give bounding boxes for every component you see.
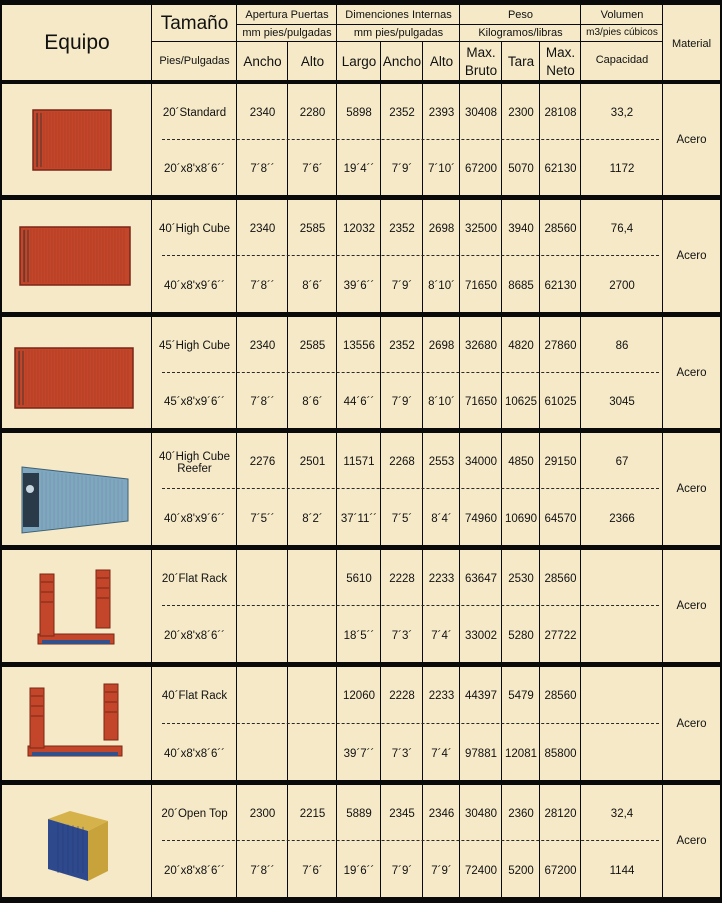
apertura-sub-header: mm pies/pulgadas: [242, 27, 332, 39]
row-2-largo-cell: [337, 317, 380, 428]
row-0-tara-top: 2300: [508, 107, 534, 119]
row-2-max-bruto-top: 32680: [465, 340, 497, 352]
row-2-largo-bottom: 44´6´´: [343, 396, 375, 408]
row-4-largo-cell: [337, 550, 380, 662]
row-3-ancho-cell: [381, 433, 422, 545]
row-0-size-bottom: 20´x8'x8´6´´: [164, 163, 225, 175]
row-1-largo-top: 12032: [343, 223, 375, 235]
row-3-max-bruto-bottom: 74960: [465, 513, 497, 525]
row-3-ancho-top: 2268: [389, 456, 415, 468]
row-2-size-bottom: 45´x8'x9´6´´: [164, 396, 225, 408]
row-3-max-neto-cell: [540, 433, 580, 545]
row-2-max-bruto-cell: [460, 317, 501, 428]
row-6-tara-bottom: 5200: [508, 865, 534, 877]
row-3-max-neto-top: 29150: [544, 456, 577, 468]
row-2-alto-bottom: 8´10´: [428, 396, 455, 408]
row-3-capacidad-top: 67: [615, 456, 629, 468]
row-3-divider: [162, 488, 659, 489]
row-5-max-neto-top: 28560: [544, 690, 577, 702]
row-0-max-bruto-cell: [460, 84, 501, 195]
material-header: Material: [671, 38, 712, 50]
row-5-size-cell: [152, 667, 236, 780]
row-3-alto-bottom: 8´4´: [431, 513, 452, 525]
col-maxbruto-header-2: Bruto: [464, 63, 498, 78]
row-4-size-cell: [152, 550, 236, 662]
row-6-max-bruto-cell: [460, 785, 501, 897]
row-2-alto-cell: [423, 317, 459, 428]
row-2-alto-top: 2698: [428, 340, 455, 352]
row-5-largo-top: 12060: [343, 690, 375, 702]
row-1-ancho-cell: [381, 200, 422, 312]
row-6-tara-cell: [502, 785, 539, 897]
row-1-ap-ancho-top: 2340: [249, 223, 276, 235]
row-2-max-neto-cell: [540, 317, 580, 428]
row-6-ap-ancho-top: 2300: [249, 808, 276, 820]
row-6-max-neto-cell: [540, 785, 580, 897]
row-3-size-cell: [152, 433, 236, 545]
row-3-alto-cell: [423, 433, 459, 545]
row-0-ap-alto-bottom: 7´6´: [302, 163, 323, 175]
row-0-largo-bottom: 19´4´´: [343, 163, 375, 175]
row-4-ancho-cell: [381, 550, 422, 662]
row-6-alto-bottom: 7´9´: [431, 865, 452, 877]
row-2-tara-cell: [502, 317, 539, 428]
col-maxneto-header-2: Neto: [546, 63, 575, 78]
row-6-ancho-top: 2345: [389, 808, 415, 820]
row-3-ancho-bottom: 7´5´: [391, 513, 413, 525]
row-4-material: Acero: [676, 600, 707, 612]
row-0-largo-top: 5898: [346, 107, 372, 119]
row-0-ancho-cell: [381, 84, 422, 195]
row-2-divider: [162, 372, 659, 373]
row-4-alto-top: 2233: [428, 573, 455, 585]
row-2-ancho-top: 2352: [389, 340, 415, 352]
row-3-tara-top: 4850: [508, 456, 534, 468]
tamano-sub-header: Pies/Pulgadas: [159, 55, 230, 67]
row-3-ap-ancho-top: 2276: [249, 456, 276, 468]
row-6-alto-top: 2346: [428, 808, 455, 820]
row-6-ap-ancho-bottom: 7´8´´: [250, 865, 275, 877]
row-1-max-neto-cell: [540, 200, 580, 312]
row-0-tara-bottom: 5070: [508, 163, 534, 175]
col-alto-int-header: Alto: [429, 54, 454, 69]
row-1-max-bruto-cell: [460, 200, 501, 312]
row-3-ap-ancho-cell: [237, 433, 287, 545]
row-2-ap-ancho-top: 2340: [249, 340, 276, 352]
row-4-alto-bottom: 7´4´: [431, 630, 452, 642]
row-2-ap-ancho-cell: [237, 317, 287, 428]
row-1-max-bruto-bottom: 71650: [465, 280, 497, 292]
row-5-max-bruto-bottom: 97881: [465, 748, 497, 760]
row-0-alto-cell: [423, 84, 459, 195]
row-5-ancho-bottom: 7´3´: [391, 748, 413, 760]
row-6-ap-alto-cell: [288, 785, 336, 897]
row-1-ancho-bottom: 7´9´: [391, 280, 413, 292]
dimensiones-header: Dimenciones Internas: [345, 9, 452, 21]
row-6-ap-alto-top: 2215: [299, 808, 326, 820]
row-1-size-top: 40´High Cube: [159, 223, 230, 235]
row-3-alto-top: 2553: [428, 456, 455, 468]
row-1-tara-top: 3940: [508, 223, 534, 235]
row-5-alto-bottom: 7´4´: [431, 748, 452, 760]
col-maxneto-header-1: Max.: [545, 45, 576, 60]
row-0-largo-cell: [337, 84, 380, 195]
row-1-largo-cell: [337, 200, 380, 312]
row-1-ap-alto-top: 2585: [299, 223, 326, 235]
dimensiones-sub-header: mm pies/pulgadas: [353, 27, 444, 39]
flat-rack-20-icon: [36, 568, 116, 652]
row-6-size-bottom: 20´x8'x8´6´´: [164, 865, 225, 877]
row-0-ap-ancho-bottom: 7´8´´: [250, 163, 275, 175]
row-5-size-top: 40´Flat Rack: [161, 690, 228, 702]
row-2-ap-alto-bottom: 8´6´: [302, 396, 323, 408]
col-maxbruto-header-1: Max.: [466, 45, 496, 60]
row-0-max-neto-bottom: 62130: [544, 163, 577, 175]
row-0-size-cell: [152, 84, 236, 195]
row-0-tara-cell: [502, 84, 539, 195]
row-0-max-neto-top: 28108: [544, 107, 577, 119]
row-5-largo-cell: [337, 667, 380, 780]
row-2-tara-top: 4820: [508, 340, 534, 352]
row-3-largo-cell: [337, 433, 380, 545]
row-4-max-bruto-cell: [460, 550, 501, 662]
row-1-largo-bottom: 39´6´´: [343, 280, 375, 292]
row-6-ap-ancho-cell: [237, 785, 287, 897]
row-4-ap-ancho-cell: [237, 550, 287, 662]
row-1-material: Acero: [676, 250, 707, 262]
row-1-divider: [162, 255, 659, 256]
row-4-largo-top: 5610: [346, 573, 372, 585]
row-2-size-top: 45´High Cube: [159, 340, 230, 352]
row-2-ap-alto-cell: [288, 317, 336, 428]
row-1-ap-ancho-bottom: 7´8´´: [250, 280, 275, 292]
row-4-tara-cell: [502, 550, 539, 662]
row-0-ap-alto-cell: [288, 84, 336, 195]
row-4-tara-top: 2530: [508, 573, 534, 585]
row-5-tara-cell: [502, 667, 539, 780]
row-3-largo-bottom: 37´11´´: [340, 513, 378, 525]
row-3-material: Acero: [676, 483, 707, 495]
row-5-tara-bottom: 12081: [505, 748, 537, 760]
row-5-max-bruto-top: 44397: [465, 690, 497, 702]
row-0-ancho-bottom: 7´9´: [391, 163, 413, 175]
row-3-tara-bottom: 10690: [505, 513, 537, 525]
row-3-size-bottom: 40´x8'x9´6´´: [164, 513, 225, 525]
row-3-max-bruto-top: 34000: [465, 456, 497, 468]
row-0-size-top: 20´Standard: [162, 107, 227, 119]
row-4-max-bruto-top: 63647: [465, 573, 497, 585]
row-1-alto-cell: [423, 200, 459, 312]
container-45-high-cube-icon: [14, 347, 134, 409]
container-20-standard-icon: [32, 109, 112, 171]
row-0-alto-bottom: 7´10´: [428, 163, 455, 175]
row-2-max-neto-bottom: 61025: [544, 396, 577, 408]
row-3-max-neto-bottom: 64570: [544, 513, 577, 525]
row-3-ap-alto-cell: [288, 433, 336, 545]
row-3-ap-ancho-bottom: 7´5´´: [250, 513, 275, 525]
col-alto-header: Alto: [300, 54, 325, 69]
row-4-max-neto-top: 28560: [544, 573, 577, 585]
row-5-largo-bottom: 39´7´´: [343, 748, 375, 760]
row-0-ap-alto-top: 2280: [299, 107, 326, 119]
col-capacidad-header: Capacidad: [595, 54, 649, 66]
row-1-tara-cell: [502, 200, 539, 312]
row-0-capacidad-cell: [581, 84, 662, 195]
row-0-divider: [162, 139, 659, 140]
col-tara-header: Tara: [507, 54, 535, 69]
row-1-capacidad-bottom: 2700: [609, 280, 635, 292]
row-0-max-bruto-top: 30408: [465, 107, 497, 119]
col-largo-header: Largo: [341, 54, 377, 69]
row-6-max-bruto-top: 30480: [465, 808, 497, 820]
row-6-alto-cell: [423, 785, 459, 897]
row-4-size-bottom: 20´x8'x8´6´´: [164, 630, 225, 642]
volumen-sub-header: m3/pies cúbicos: [586, 27, 658, 38]
apertura-header: Apertura Puertas: [245, 9, 329, 21]
row-6-capacidad-bottom: 1144: [609, 865, 635, 877]
row-6-capacidad-top: 32,4: [610, 808, 634, 820]
row-3-capacidad-bottom: 2366: [609, 513, 635, 525]
row-3-max-bruto-cell: [460, 433, 501, 545]
row-4-largo-bottom: 18´5´´: [343, 630, 375, 642]
row-4-tara-bottom: 5280: [508, 630, 534, 642]
row-5-ap-alto-cell: [288, 667, 336, 780]
tamano-header: Tamaño: [160, 13, 229, 34]
row-1-max-bruto-top: 32500: [465, 223, 497, 235]
row-5-max-neto-bottom: 85800: [544, 748, 577, 760]
row-5-max-neto-cell: [540, 667, 580, 780]
row-4-max-neto-cell: [540, 550, 580, 662]
row-0-ap-ancho-cell: [237, 84, 287, 195]
row-5-tara-top: 5479: [508, 690, 534, 702]
row-0-alto-top: 2393: [428, 107, 455, 119]
row-6-largo-top: 5889: [346, 808, 372, 820]
row-2-capacidad-bottom: 3045: [609, 396, 635, 408]
row-2-material: Acero: [676, 366, 707, 379]
row-1-ancho-top: 2352: [389, 223, 415, 235]
row-3-tara-cell: [502, 433, 539, 545]
row-2-capacidad-top: 86: [615, 340, 629, 352]
row-0-capacidad-top: 33,2: [610, 107, 634, 119]
row-1-alto-top: 2698: [428, 223, 455, 235]
open-top-20-icon: [44, 809, 110, 883]
row-6-ap-alto-bottom: 7´6´: [302, 865, 323, 877]
row-4-capacidad-cell: [581, 550, 662, 662]
container-40-high-cube-icon: [19, 226, 131, 286]
row-1-max-neto-top: 28560: [544, 223, 577, 235]
row-2-max-neto-top: 27860: [544, 340, 577, 352]
row-6-max-neto-bottom: 67200: [544, 865, 577, 877]
row-4-alto-cell: [423, 550, 459, 662]
row-5-ancho-top: 2228: [389, 690, 415, 702]
row-6-capacidad-cell: [581, 785, 662, 897]
row-5-size-bottom: 40´x8'x8´6´´: [164, 748, 225, 760]
row-6-max-bruto-bottom: 72400: [465, 865, 497, 877]
row-6-material: Acero: [676, 835, 707, 847]
row-2-ancho-bottom: 7´9´: [391, 396, 413, 408]
row-6-largo-cell: [337, 785, 380, 897]
volumen-header: Volumen: [600, 9, 644, 21]
row-1-ap-ancho-cell: [237, 200, 287, 312]
row-2-largo-top: 13556: [343, 340, 375, 352]
row-3-ap-alto-top: 2501: [299, 456, 326, 468]
row-4-divider: [162, 605, 659, 606]
peso-header: Peso: [507, 9, 534, 21]
row-1-capacidad-cell: [581, 200, 662, 312]
row-5-ancho-cell: [381, 667, 422, 780]
row-6-ancho-cell: [381, 785, 422, 897]
row-1-tara-bottom: 8685: [508, 280, 534, 292]
row-5-alto-top: 2233: [428, 690, 455, 702]
row-6-size-top: 20´Open Top: [161, 808, 228, 820]
row-1-size-cell: [152, 200, 236, 312]
row-4-ap-alto-cell: [288, 550, 336, 662]
row-3-ap-alto-bottom: 8´2´: [302, 513, 323, 525]
row-6-size-cell: [152, 785, 236, 897]
equipo-header: Equipo: [44, 31, 110, 54]
row-2-ap-ancho-bottom: 7´8´´: [250, 396, 275, 408]
row-2-ap-alto-top: 2585: [299, 340, 326, 352]
row-2-capacidad-cell: [581, 317, 662, 428]
row-3-size-top: 40´High Cube Reefer: [159, 451, 230, 475]
row-4-max-neto-bottom: 27722: [544, 630, 577, 642]
row-4-ancho-bottom: 7´3´: [391, 630, 413, 642]
row-1-max-neto-bottom: 62130: [544, 280, 577, 292]
row-6-max-neto-top: 28120: [544, 808, 577, 820]
row-1-size-bottom: 40´x8'x9´6´´: [164, 280, 225, 292]
row-1-capacidad-top: 76,4: [610, 223, 634, 235]
row-1-alto-bottom: 8´10´: [428, 280, 455, 292]
row-5-alto-cell: [423, 667, 459, 780]
row-0-ancho-top: 2352: [389, 107, 415, 119]
col-ancho-header: Ancho: [243, 54, 282, 69]
row-0-ap-ancho-top: 2340: [249, 107, 276, 119]
row-2-ancho-cell: [381, 317, 422, 428]
row-1-ap-alto-bottom: 8´6´: [302, 280, 323, 292]
col-ancho-int-header: Ancho: [382, 54, 422, 69]
row-1-ap-alto-cell: [288, 200, 336, 312]
row-0-capacidad-bottom: 1172: [609, 163, 635, 175]
flat-rack-40-icon: [26, 682, 124, 764]
row-0-material: Acero: [676, 133, 707, 146]
row-5-material: Acero: [676, 717, 707, 730]
row-2-max-bruto-bottom: 71650: [465, 396, 497, 408]
row-0-max-neto-cell: [540, 84, 580, 195]
row-2-size-cell: [152, 317, 236, 428]
row-5-ap-ancho-cell: [237, 667, 287, 780]
peso-sub-header: Kilogramos/libras: [478, 27, 563, 39]
row-0-max-bruto-bottom: 67200: [465, 163, 497, 175]
row-3-capacidad-cell: [581, 433, 662, 545]
row-2-tara-bottom: 10625: [505, 396, 537, 408]
container-reefer-icon: [20, 459, 130, 535]
row-4-size-top: 20´Flat Rack: [161, 573, 228, 585]
row-4-max-bruto-bottom: 33002: [465, 630, 497, 642]
row-5-max-bruto-cell: [460, 667, 501, 780]
row-6-tara-top: 2360: [508, 808, 534, 820]
row-3-largo-top: 11571: [343, 456, 375, 468]
row-5-divider: [162, 723, 659, 724]
row-6-divider: [162, 840, 659, 841]
row-6-largo-bottom: 19´6´´: [343, 865, 375, 877]
row-5-capacidad-cell: [581, 667, 662, 780]
row-4-ancho-top: 2228: [389, 573, 415, 585]
row-6-ancho-bottom: 7´9´: [391, 865, 413, 877]
